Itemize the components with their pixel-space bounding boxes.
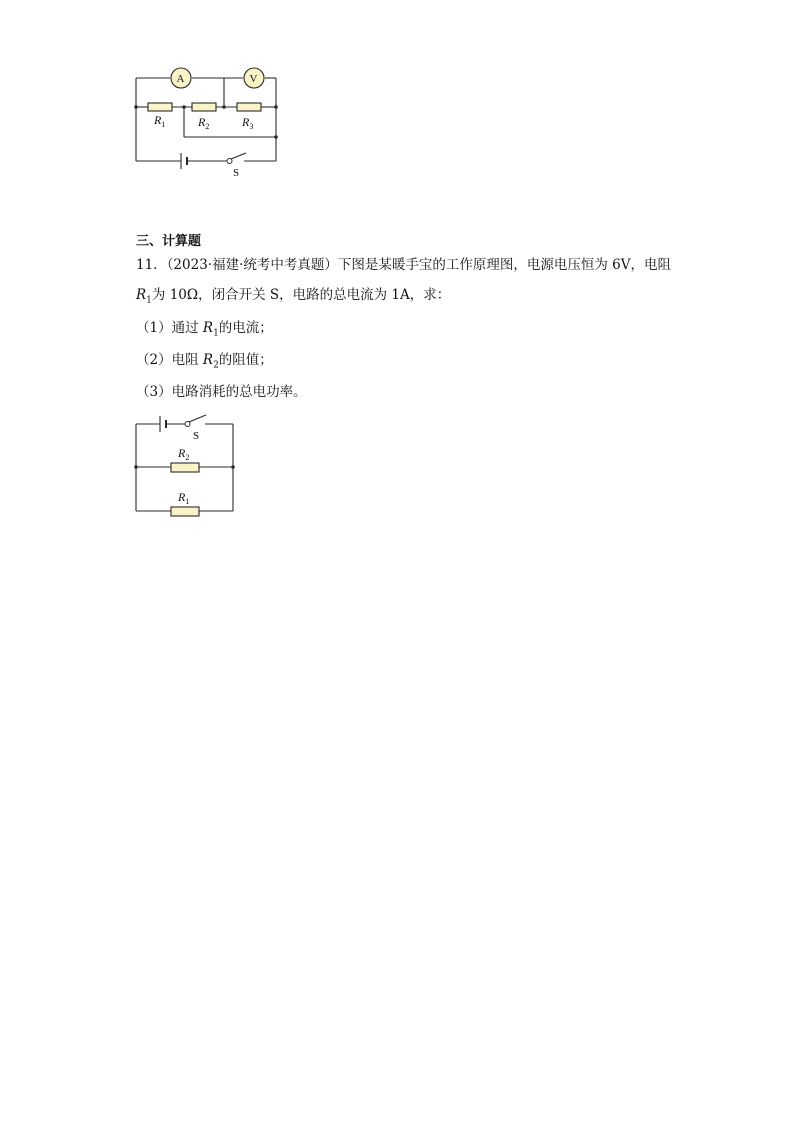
voltmeter-icon [244, 68, 264, 88]
label-r2: $R_2$ [198, 115, 210, 131]
switch-icon [227, 153, 246, 164]
junction-dots [134, 465, 235, 469]
var-r1: $R_1$ [136, 287, 152, 306]
label-r2-parallel: $R_2$ [178, 446, 190, 462]
switch-label: S [233, 167, 240, 179]
ammeter-icon [171, 68, 191, 88]
problem-statement: 11．（2023·福建·统考中考真题）下图是某暖手宝的工作原理图，电源电压恒为 6V，电阻 $R_1$为 10Ω，闭合开关 S，电路的总电流为 1A，求： [136, 257, 672, 306]
switch-label-2: S [193, 430, 200, 442]
battery-icon [181, 153, 187, 169]
question-3: （3）电路消耗的总电功率。 [136, 384, 307, 400]
ammeter-label: A [176, 73, 185, 85]
label-r1: $R_1$ [154, 113, 166, 129]
question-2: （2）电阻 $R_2$的阻值； [136, 352, 273, 371]
label-r1-parallel: $R_1$ [178, 490, 190, 506]
resistor-r2 [192, 103, 216, 111]
battery-icon [160, 416, 166, 432]
switch-icon [185, 415, 206, 427]
circuit-diagram-1 [0, 0, 794, 200]
problem-source: （2023·福建·统考中考真题） [166, 257, 338, 273]
section-title: 三、计算题 [136, 234, 202, 249]
circuit-2-wires [136, 424, 233, 511]
resistor-r1 [148, 103, 172, 111]
resistor-r2-parallel [171, 463, 199, 472]
voltmeter-label: V [249, 73, 258, 85]
problem-number: 11． [136, 257, 167, 273]
question-1: （1）通过 $R_1$的电流； [136, 320, 273, 339]
resistor-r3 [237, 103, 261, 111]
label-r3: $R_3$ [242, 115, 254, 131]
resistor-r1-parallel [171, 507, 199, 516]
